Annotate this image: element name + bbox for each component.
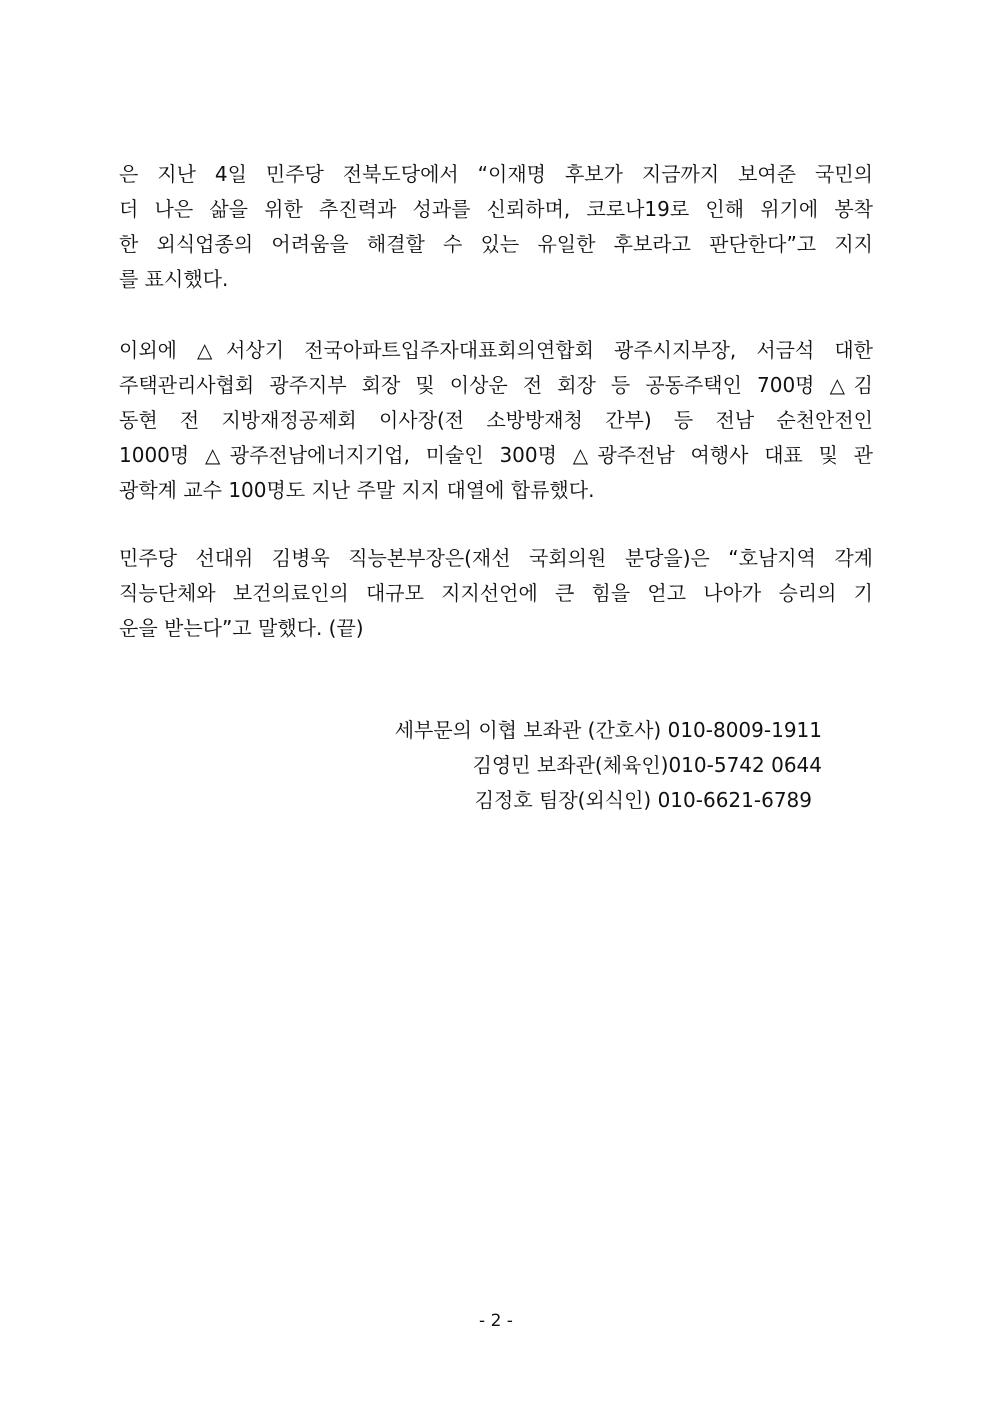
paragraph-line: 운을 받는다”고 말했다. (끝)	[119, 616, 364, 640]
paragraph-line: 를 표시했다.	[119, 267, 229, 291]
paragraph-2	[119, 333, 873, 508]
paragraph-line: 동현 전 지방재정공제회 이사장(전 소방방재청 간부) 등 전남 순천안전인	[119, 408, 873, 432]
paragraph-line: 민주당 선대위 김병욱 직능본부장은(재선 국회의원 분당을)은 “호남지역 각계	[119, 546, 873, 570]
paragraph-line: 1000명 △광주전남에너지기업, 미술인 300명 △광주전남 여행사 대표 및 관	[119, 443, 873, 467]
contact-info-block	[352, 713, 822, 818]
contact-line: 세부문의 이협 보좌관 (간호사) 010-8009-1911	[394, 718, 822, 742]
paragraph-line: 은 지난 4일 민주당 전북도당에서 “이재명 후보가 지금까지 보여준 국민의	[119, 162, 873, 186]
paragraph-line: 광학계 교수 100명도 지난 주말 지지 대열에 합류했다.	[119, 478, 595, 502]
page-number: - 2 -	[479, 1311, 513, 1331]
contact-line: 김정호 팀장(외식인) 010-6621-6789	[474, 788, 812, 812]
paragraph-line: 이외에 △서상기 전국아파트입주자대표회의연합회 광주시지부장, 서금석 대한	[119, 338, 873, 362]
paragraph-line: 한 외식업종의 어려움을 해결할 수 있는 유일한 후보라고 판단한다”고 지지	[119, 232, 873, 256]
paragraph-1	[119, 157, 873, 297]
paragraph-3	[119, 541, 873, 646]
paragraph-line: 주택관리사협회 광주지부 회장 및 이상운 전 회장 등 공동주택인 700명 △김	[119, 373, 873, 397]
paragraph-line: 직능단체와 보건의료인의 대규모 지지선언에 큰 힘을 얻고 나아가 승리의 기	[119, 581, 873, 605]
paragraph-line: 더 나은 삶을 위한 추진력과 성과를 신뢰하며, 코로나19로 인해 위기에 봉착	[119, 197, 873, 221]
contact-line: 김영민 보좌관(체육인)010-5742 0644	[472, 753, 822, 777]
